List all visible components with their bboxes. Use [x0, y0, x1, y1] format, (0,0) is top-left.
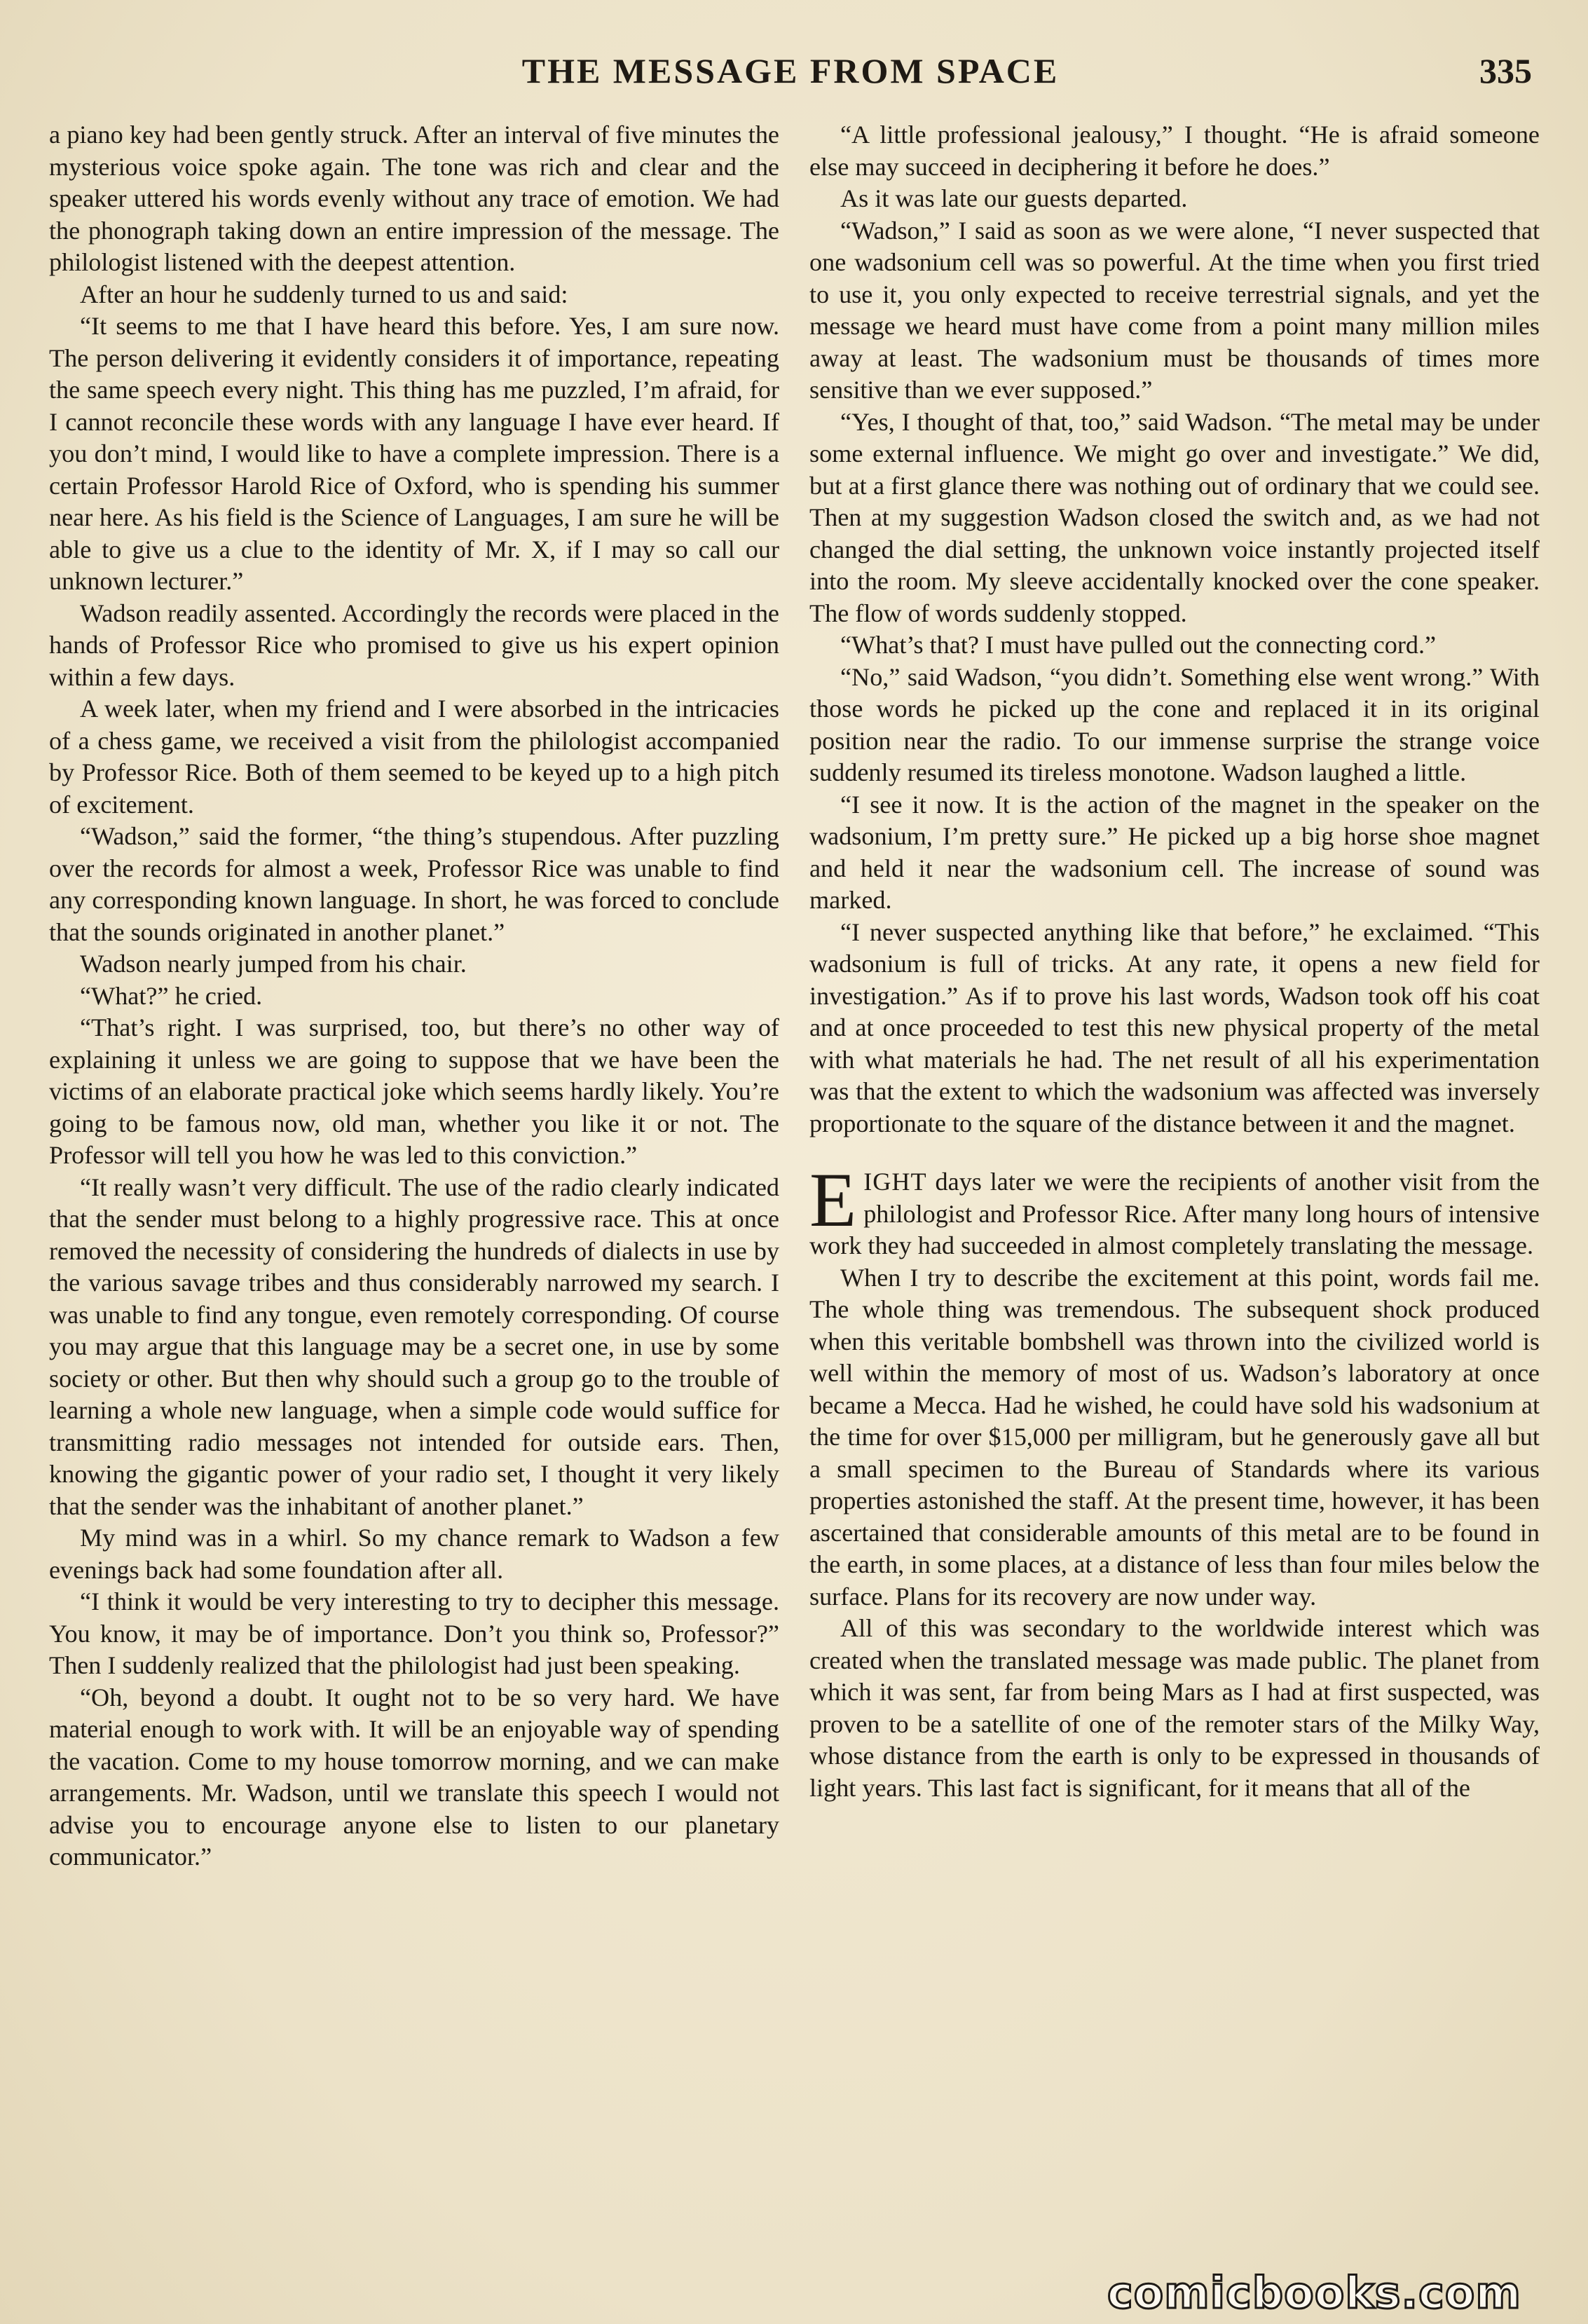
paragraph: “Wadson,” I said as soon as we were alone, “I never suspected that one wadsonium cell was so powerful. At the time when you first tried to use it, you only expected to receive terrestrial signals, and yet the message we heard must have come from a point many million miles away at least. The wadsonium must be thousands of times more sensitive than we ever supposed.”	[809, 216, 1540, 404]
left-column	[49, 119, 779, 2288]
paragraph: All of this was secondary to the worldwide interest which was created when the translated message was made public. The planet from which it was sent, far from being Mars as I had at first suspected, was proven to be a satellite of one of the remoter stars of the Milky Way, whose distance from the earth is only to be expressed in thousands of light years. This last fact is significant, for it means that all of the	[809, 1614, 1540, 1802]
lead-paragraph-text: days later we were the recipients of another visit from the philologist and Professor Rice. After many long hours of intensive work they had succeeded in almost completely translating the message.	[809, 1168, 1540, 1259]
paragraph: “It seems to me that I have heard this before. Yes, I am sure now. The person delivering it evidently considers it of importance, repeating the same speech every night. This thing has me puzzled, I’m afraid, for I cannot reconcile these words with any language I have ever heard. If you don’t mind, I would like to have a complete impression. There is a certain Professor Harold Rice of Oxford, who is spending his summer near here. As his field is the Science of Languages, I am sure he will be able to give us a clue to the identity of Mr. X, if I may so call our unknown lecturer.”	[49, 312, 779, 595]
paragraph: Wadson readily assented. Accordingly the records were placed in the hands of Professor Rice who promised to give us his expert opinion within a few days.	[49, 599, 779, 691]
running-head	[49, 50, 1532, 100]
page-number: 335	[1479, 51, 1532, 90]
paragraph: “I think it would be very interesting to try to decipher this message. You know, it may be of importance. Don’t you think so, Professor?” Then I suddenly realized that the philologist had just been speaking.	[49, 1587, 779, 1679]
paragraph: My mind was in a whirl. So my chance remark to Wadson a few evenings back had some foundation after all.	[49, 1524, 779, 1584]
paragraph: “It really wasn’t very difficult. The use of the radio clearly indicated that the sender must belong to a highly progressive race. This at once removed the necessity of considering the hundreds of dialects in use by the various savage tribes and thus considerably narrowed my search. I was unable to find any tongue, even remotely corresponding. Of course you may argue that this language may be a secret one, in use by some society or other. But then why should such a group go to the trouble of learning a whole new language, when a simple code would suffice for transmitting radio messages not intended for outside ears. Then, knowing the gigantic power of your radio set, I thought it very likely that the sender was the inhabitant of another planet.”	[49, 1173, 779, 1520]
paragraph: Wadson nearly jumped from his chair.	[80, 950, 467, 978]
lead-in: IGHT	[863, 1168, 927, 1196]
section-start-paragraph	[809, 1157, 1540, 1262]
paragraph: “That’s right. I was surprised, too, but there’s no other way of explaining it unless we are going to suppose that we have been the victims of an elaborate practical joke which seems hardly likely. You’re going to be famous now, old man, whether you like it or not. The Professor will tell you how he was led to this conviction.”	[49, 1013, 779, 1169]
paragraph: “What?” he cried.	[80, 981, 263, 1010]
paragraph: After an hour he suddenly turned to us and said:	[80, 280, 568, 308]
paragraph: A week later, when my friend and I were absorbed in the intricacies of a chess game, we received a visit from the philologist accompanied by Professor Rice. Both of them seemed to be keyed up to a high pitch of excitement.	[49, 695, 779, 819]
paragraph: As it was late our guests departed.	[840, 184, 1188, 212]
paragraph: “Yes, I thought of that, too,” said Wadson. “The metal may be under some external influence. We might go over and investigate.” We did, but at a first glance there was nothing out of ordinary that we could see. Then at my suggestion Wadson closed the switch and, as we had not changed the dial setting, the unknown voice instantly projected itself into the room. My sleeve accidentally knocked over the cone speaker. The flow of words suddenly stopped.	[809, 407, 1540, 627]
drop-cap: E	[809, 1157, 857, 1243]
watermark: comicbooks.com	[1107, 2267, 1521, 2318]
paragraph: When I try to describe the excitement at this point, words fail me. The whole thing was tremendous. The subsequent shock produced when this veritable bombshell was thrown into the civilized world is well within the memory of most of us. Wadson’s laboratory at once became a Mecca. Had he wished, he could have sold his wadsonium at the time for over $15,000 per milligram, but he generously gave all but a small specimen to the Bureau of Standards where its various properties astonished the staff. At the present time, however, it has been ascertained that considerable amounts of this metal are to be found in the earth, in some places, at a distance of less than four miles below the surface. Plans for its recovery are now under way.	[809, 1263, 1540, 1611]
paragraph: “Oh, beyond a doubt. It ought not to be so very hard. We have material enough to work with. It will be an enjoyable way of spending the vacation. Come to my house tomorrow morning, and we can make arrangements. Mr. Wadson, until we translate this speech I would not advise you to encourage anyone else to listen to our planetary communicator.”	[49, 1683, 779, 1871]
page-title: THE MESSAGE FROM SPACE	[521, 51, 1060, 90]
paragraph: a piano key had been gently struck. After an interval of five minutes the mysterious voice spoke again. The tone was rich and clear and the speaker uttered his words evenly without any trace of emotion. We had the phonograph taking down an entire impression of the message. The philologist listened with the deepest attention.	[49, 121, 779, 276]
paragraph: “Wadson,” said the former, “the thing’s stupendous. After puzzling over the records for almost a week, Professor Rice was unable to find any corresponding known language. In short, he was forced to conclude that the sounds originated in another planet.”	[49, 822, 779, 946]
right-column	[809, 119, 1540, 2288]
paragraph: “A little professional jealousy,” I thought. “He is afraid someone else may succeed in deciphering it before he does.”	[809, 121, 1540, 181]
paragraph: “I never suspected anything like that before,” he exclaimed. “This wadsonium is full of tricks. At any rate, it opens a new field for investigation.” As if to prove his last words, Wadson took off his coat and at once proceeded to test this new physical property of the metal with what materials he had. The net result of all his experimentation was that the extent to which the wadsonium was affected was inversely proportionate to the square of the distance between it and the magnet.	[809, 917, 1540, 1137]
paragraph: “What’s that? I must have pulled out the connecting cord.”	[840, 631, 1437, 659]
paragraph: “I see it now. It is the action of the magnet in the speaker on the wadsonium, I’m pretty sure.” He picked up a big horse shoe magnet and held it near the wadsonium cell. The increase of sound was marked.	[809, 790, 1540, 914]
paragraph: “No,” said Wadson, “you didn’t. Something else went wrong.” With those words he picked up the cone and replaced it in its original position near the radio. To our immense surprise the strange voice suddenly resumed its tireless monotone. Wadson laughed a little.	[809, 662, 1540, 786]
